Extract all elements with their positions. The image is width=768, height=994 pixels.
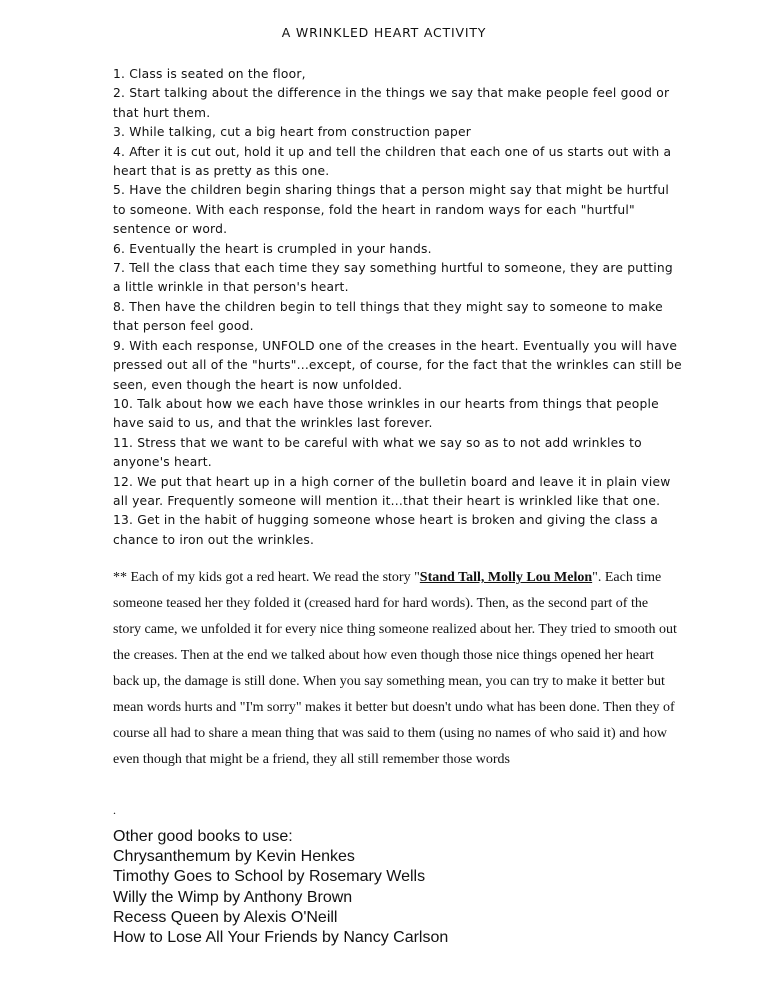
- step-item: 12. We put that heart up in a high corner of the bulletin board and leave it in plain view all year. Frequently someone will mention it...that their heart is wrinkled like that one.: [113, 474, 671, 508]
- book-item: Willy the Wimp by Anthony Brown: [113, 888, 353, 906]
- book-item: How to Lose All Your Friends by Nancy Carlson: [113, 929, 449, 947]
- activity-steps-list: [113, 65, 683, 550]
- story-intro: ** Each of my kids got a red heart. We read the story ": [113, 570, 420, 585]
- step-item: 3. While talking, cut a big heart from construction paper: [113, 125, 472, 140]
- story-book-title: Stand Tall, Molly Lou Melon: [419, 570, 593, 585]
- books-heading: Other good books to use:: [113, 828, 293, 845]
- step-item: 6. Eventually the heart is crumpled in your hands.: [113, 241, 432, 256]
- stray-dot: .: [113, 803, 116, 817]
- book-item: Timothy Goes to School by Rosemary Wells: [113, 868, 426, 886]
- step-item: 5. Have the children begin sharing things that a person might say that might be hurtful to someone. With each response, fold the heart in random ways for each "hurtful" sentence or word.: [113, 183, 669, 237]
- story-paragraph: [113, 565, 678, 773]
- step-item: 13. Get in the habit of hugging someone whose heart is broken and giving the class a chance to iron out the wrinkles.: [113, 513, 658, 547]
- step-item: 1. Class is seated on the floor,: [113, 67, 306, 81]
- step-item: 7. Tell the class that each time they say something hurtful to someone, they are putting a little wrinkle in that person's heart.: [113, 261, 673, 295]
- book-item: Chrysanthemum by Kevin Henkes: [113, 848, 355, 866]
- books-list: [113, 827, 673, 948]
- step-item: 11. Stress that we want to be careful with what we say so as to not add wrinkles to anyone's heart.: [113, 435, 642, 470]
- step-item: 8. Then have the children begin to tell things that they might say to someone to make that person feel good.: [113, 299, 663, 334]
- step-item: 9. With each response, UNFOLD one of the creases in the heart. Eventually you will have pressed out all of the "hurts"...except, of course, for the fact that the wrinkles can still be seen, even though the heart is now unfolded.: [113, 338, 682, 392]
- page-title: A WRINKLED HEART ACTIVITY: [281, 25, 487, 40]
- step-item: 2. Start talking about the difference in the things we say that make people feel good or that hurt them.: [113, 86, 670, 120]
- book-item: Recess Queen by Alexis O'Neill: [113, 908, 338, 926]
- step-item: 10. Talk about how we each have those wrinkles in our hearts from things that people have said to us, and that the wrinkles last forever.: [113, 396, 659, 431]
- step-item: 4. After it is cut out, hold it up and tell the children that each one of us starts out with a heart that is as pretty as this one.: [113, 144, 672, 179]
- story-body: ". Each time someone teased her they folded it (creased hard for hard words). Then, as the second part of the story came, we unfolded it for every nice thing someone realized about her. They tried to smooth out the creases. Then at the end we talked about how even though those nice things opened her heart back up, the damage is still done. When you say something mean, you can try to make it better but mean words hurts and "I'm sorry" makes it better but doesn't undo what has been done. Then they of course all had to share a mean thing that was said to them (using no names of who said it) and how even though that might be a friend, they all still remember those words: [113, 570, 677, 767]
